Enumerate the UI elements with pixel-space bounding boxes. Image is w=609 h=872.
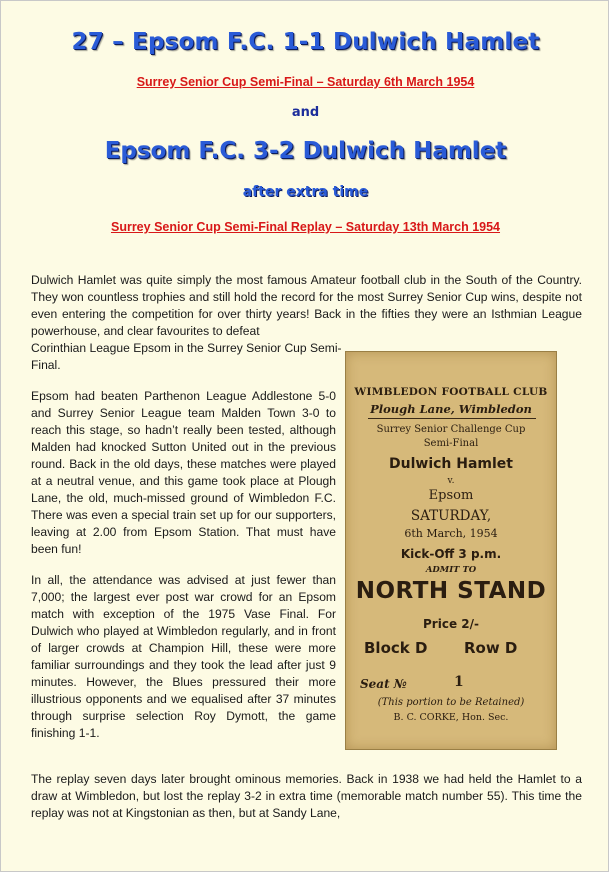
ticket-divider (368, 418, 536, 419)
ticket-away-team: Epsom (428, 488, 474, 503)
and-connector: and (291, 105, 320, 120)
ticket-price: Price 2/- (423, 617, 479, 631)
match-subtitle-replay: Surrey Senior Cup Semi-Final Replay – Saturday 13th March 1954 (110, 220, 501, 234)
ticket-retained-note: (This portion to be Retained) (377, 697, 525, 708)
article-paragraph-attendance: In all, the attendance was advised at just fewer than 7,000; the largest ever post war crowd for an Epsom match with exception of the 1975 Vase Final. For Dulwich who played at Wimbledon regularly, and in front of larger crowds at Champion Hill, these were more familiar surroundings and they took the lead after just 9 minutes. However, the Blues pressured their more illustrious opponents and we equalised after 37 minutes through surprise selection Roy Dymott, the game finishing 1-1. (31, 573, 336, 740)
after-extra-time-label: after extra time (242, 184, 369, 200)
ticket-seat-number: 1 (454, 674, 464, 690)
ticket-seat-label: Seat № (360, 677, 407, 691)
ticket-admit: ADMIT TO (425, 565, 477, 575)
ticket-stand: NORTH STAND (355, 578, 547, 604)
article-paragraph-route: Epsom had beaten Parthenon League Addlestone 5-0 and Surrey Senior League team Malden Town 3-0 to reach this stage, so hadn’t really been tested, although Malden had knocked Sutton United out in the previous round. Back in the old days, these matches were played at a neutral venue, and this game took place at Plough Lane, the old, much-missed ground of Wimbledon F.C. There was even a special train set up for our supporters, leaving at 2.00 from Epsom Station. That must have been fun! (31, 389, 336, 556)
article-paragraph-intro-continued: Corinthian League Epsom in the Surrey Senior Cup Semi-Final. (31, 341, 342, 372)
match-title-first: 27 – Epsom F.C. 1-1 Dulwich Hamlet (71, 29, 540, 55)
match-ticket-image (345, 351, 557, 750)
article-paragraph-replay: The replay seven days later brought ominous memories. Back in 1938 we had held the Hamlet to a draw at Wimbledon, but lost the replay 3-2 in extra time (memorable match number 55). This time the replay was not at Kingstonian as then, but at Sandy Lane, (31, 772, 582, 820)
match-subtitle-first: Surrey Senior Cup Semi-Final – Saturday 6th March 1954 (136, 75, 475, 89)
article-paragraph-intro: Dulwich Hamlet was quite simply the most famous Amateur football club in the South of the Country. They won countless trophies and still hold the record for the most Surrey Senior Cup wins, despite not even entering the competition for over thirty years! Back in the fifties they were an Isthmian League powerhouse, and clear favourites to defeat (31, 273, 582, 338)
ticket-competition: Surrey Senior Challenge Cup (376, 424, 526, 435)
ticket-block: Block D (364, 639, 428, 657)
ticket-date: 6th March, 1954 (404, 527, 498, 540)
ticket-secretary: B. C. CORKE, Hon. Sec. (393, 712, 509, 723)
ticket-versus: v. (447, 476, 455, 486)
ticket-club: WIMBLEDON FOOTBALL CLUB (354, 386, 548, 398)
ticket-day: SATURDAY, (410, 508, 492, 524)
ticket-round: Semi-Final (423, 438, 479, 449)
ticket-kickoff: Kick-Off 3 p.m. (400, 547, 502, 561)
ticket-home-team: Dulwich Hamlet (389, 456, 513, 472)
ticket-ground: Plough Lane, Wimbledon (370, 402, 532, 416)
match-title-replay: Epsom F.C. 3-2 Dulwich Hamlet (104, 138, 507, 164)
ticket-row: Row D (464, 639, 518, 657)
